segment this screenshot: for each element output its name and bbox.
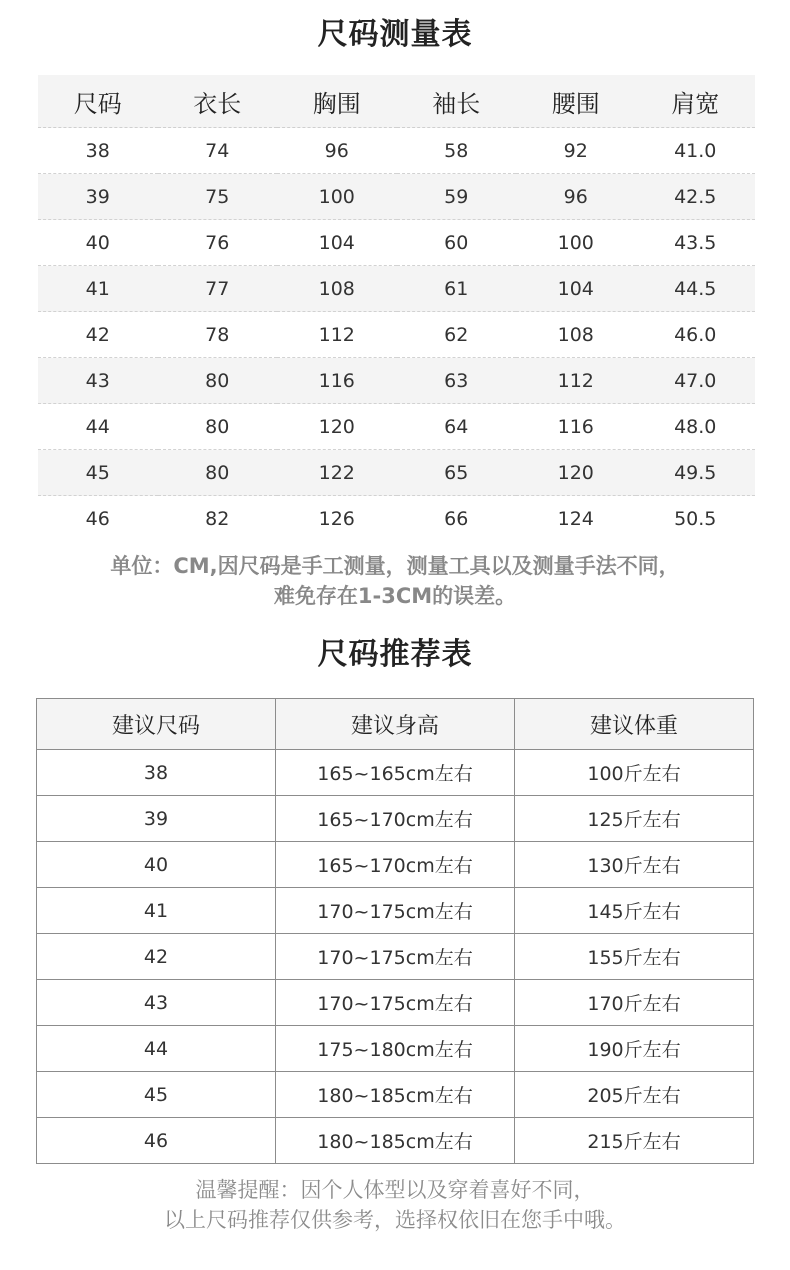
- measure-cell: 100: [277, 174, 397, 220]
- recommend-row: [37, 934, 754, 980]
- recommend-header-weight: 建议体重: [515, 699, 754, 750]
- recommend-cell: 145斤左右: [515, 888, 754, 934]
- recommend-cell: 155斤左右: [515, 934, 754, 980]
- measure-cell: 60: [397, 220, 517, 266]
- recommend-cell: 43: [37, 980, 276, 1026]
- measure-header-waist: 腰围: [516, 75, 636, 128]
- recommend-cell: 205斤左右: [515, 1072, 754, 1118]
- measure-cell: 42.5: [636, 174, 756, 220]
- measure-cell: 48.0: [636, 404, 756, 450]
- recommendation-note: [0, 1175, 790, 1235]
- measure-cell: 120: [516, 450, 636, 496]
- recommend-cell: 100斤左右: [515, 750, 754, 796]
- measure-cell: 126: [318, 507, 355, 530]
- measure-header-row: [38, 75, 755, 128]
- measure-table-title: 尺码测量表: [317, 17, 473, 52]
- measure-row: [38, 358, 755, 404]
- measure-cell: 63: [397, 358, 517, 404]
- measure-cell: 61: [397, 266, 517, 312]
- measure-row: [38, 312, 755, 358]
- recommend-row: [37, 1072, 754, 1118]
- measure-cell: 45: [38, 450, 158, 496]
- recommend-cell: 44: [37, 1026, 276, 1072]
- recommend-cell: 125斤左右: [515, 796, 754, 842]
- recommend-cell: 46: [37, 1118, 276, 1164]
- measure-row: [38, 450, 755, 496]
- measure-cell: 80: [158, 404, 278, 450]
- measure-header-shoulder: 肩宽: [636, 75, 756, 128]
- measure-cell: 122: [277, 450, 397, 496]
- recommend-cell: 38: [37, 750, 276, 796]
- measure-cell: 41: [38, 266, 158, 312]
- recommend-cell: 170~175cm左右: [276, 934, 515, 980]
- measure-header-length: 衣长: [158, 75, 278, 128]
- recommend-cell: 165~170cm左右: [276, 796, 515, 842]
- recommend-header-row: [37, 699, 754, 750]
- measure-cell: 41.0: [636, 128, 756, 174]
- recommend-table-title: 尺码推荐表: [317, 637, 473, 672]
- recommend-cell: 175~180cm左右: [276, 1026, 515, 1072]
- measurement-note-line-2: 难免存在1-3CM的误差。: [273, 584, 517, 608]
- size-recommendation-table: [36, 698, 754, 1164]
- measure-cell: 96: [277, 128, 397, 174]
- measure-cell: 116: [516, 404, 636, 450]
- measure-cell: 120: [277, 404, 397, 450]
- measure-cell: 75: [158, 174, 278, 220]
- recommend-cell: 42: [37, 934, 276, 980]
- measure-cell: 108: [277, 266, 397, 312]
- recommend-cell: 170斤左右: [515, 980, 754, 1026]
- measure-cell: 74: [158, 128, 278, 174]
- measure-row: [38, 266, 755, 312]
- measure-cell: 44.5: [636, 266, 756, 312]
- recommend-cell: 41: [37, 888, 276, 934]
- size-measurement-table: [38, 75, 755, 541]
- recommend-row: [37, 750, 754, 796]
- recommend-row: [37, 888, 754, 934]
- recommend-header-size: 建议尺码: [37, 699, 276, 750]
- measure-cell: 50.5: [674, 507, 717, 530]
- measure-cell: 40: [38, 220, 158, 266]
- measure-row: [38, 496, 755, 542]
- measure-cell: 78: [158, 312, 278, 358]
- measure-cell: 62: [397, 312, 517, 358]
- measure-cell: 64: [397, 404, 517, 450]
- recommend-cell: 45: [37, 1072, 276, 1118]
- measure-cell: 96: [516, 174, 636, 220]
- measure-cell: 44: [38, 404, 158, 450]
- measure-cell: 43.5: [636, 220, 756, 266]
- recommend-row: [37, 980, 754, 1026]
- recommend-cell: 130斤左右: [515, 842, 754, 888]
- measure-cell: 65: [397, 450, 517, 496]
- measure-cell: 66: [444, 507, 469, 530]
- recommend-cell: 170~175cm左右: [276, 888, 515, 934]
- measurement-note: [0, 551, 790, 611]
- measure-cell: 108: [516, 312, 636, 358]
- measure-cell: 80: [158, 450, 278, 496]
- recommendation-note-line-2: 以上尺码推荐仅供参考，选择权依旧在您手中哦。: [164, 1208, 626, 1232]
- measure-cell: 92: [516, 128, 636, 174]
- measure-row: [38, 128, 755, 174]
- recommend-cell: 215斤左右: [515, 1118, 754, 1164]
- recommend-row: [37, 1118, 754, 1164]
- measure-row: [38, 220, 755, 266]
- recommend-cell: 39: [37, 796, 276, 842]
- recommendation-note-line-1: 温馨提醒：因个人体型以及穿着喜好不同，: [195, 1178, 595, 1202]
- measure-cell: 59: [397, 174, 517, 220]
- measure-header-chest: 胸围: [277, 75, 397, 128]
- recommend-row: [37, 842, 754, 888]
- measure-cell: 39: [38, 174, 158, 220]
- measure-cell: 38: [38, 128, 158, 174]
- measure-cell: 100: [516, 220, 636, 266]
- measure-cell: 104: [277, 220, 397, 266]
- recommend-cell: 180~185cm左右: [276, 1118, 515, 1164]
- measure-header-sleeve: 袖长: [397, 75, 517, 128]
- measure-cell: 124: [557, 507, 594, 530]
- measure-row: [38, 174, 755, 220]
- measure-cell: 112: [516, 358, 636, 404]
- recommend-row: [37, 1026, 754, 1072]
- measurement-note-line-1: 单位：CM,因尺码是手工测量，测量工具以及测量手法不同，: [110, 554, 680, 578]
- measure-cell: 112: [277, 312, 397, 358]
- measure-cell: 116: [277, 358, 397, 404]
- measure-cell: 82: [205, 507, 230, 530]
- measure-cell: 104: [516, 266, 636, 312]
- recommend-cell: 40: [37, 842, 276, 888]
- recommend-cell: 170~175cm左右: [276, 980, 515, 1026]
- recommend-cell: 165~165cm左右: [276, 750, 515, 796]
- measure-row: [38, 404, 755, 450]
- recommend-row: [37, 796, 754, 842]
- recommend-cell: 190斤左右: [515, 1026, 754, 1072]
- measure-cell: 58: [397, 128, 517, 174]
- measure-cell: 80: [158, 358, 278, 404]
- measure-cell: 47.0: [636, 358, 756, 404]
- measure-cell: 49.5: [636, 450, 756, 496]
- recommend-cell: 165~170cm左右: [276, 842, 515, 888]
- measure-cell: 77: [158, 266, 278, 312]
- measure-header-size: 尺码: [38, 75, 158, 128]
- measure-cell: 42: [38, 312, 158, 358]
- measure-cell: 76: [158, 220, 278, 266]
- measure-cell: 46: [85, 507, 110, 530]
- measure-cell: 46.0: [636, 312, 756, 358]
- recommend-cell: 180~185cm左右: [276, 1072, 515, 1118]
- recommend-header-height: 建议身高: [276, 699, 515, 750]
- measure-cell: 43: [38, 358, 158, 404]
